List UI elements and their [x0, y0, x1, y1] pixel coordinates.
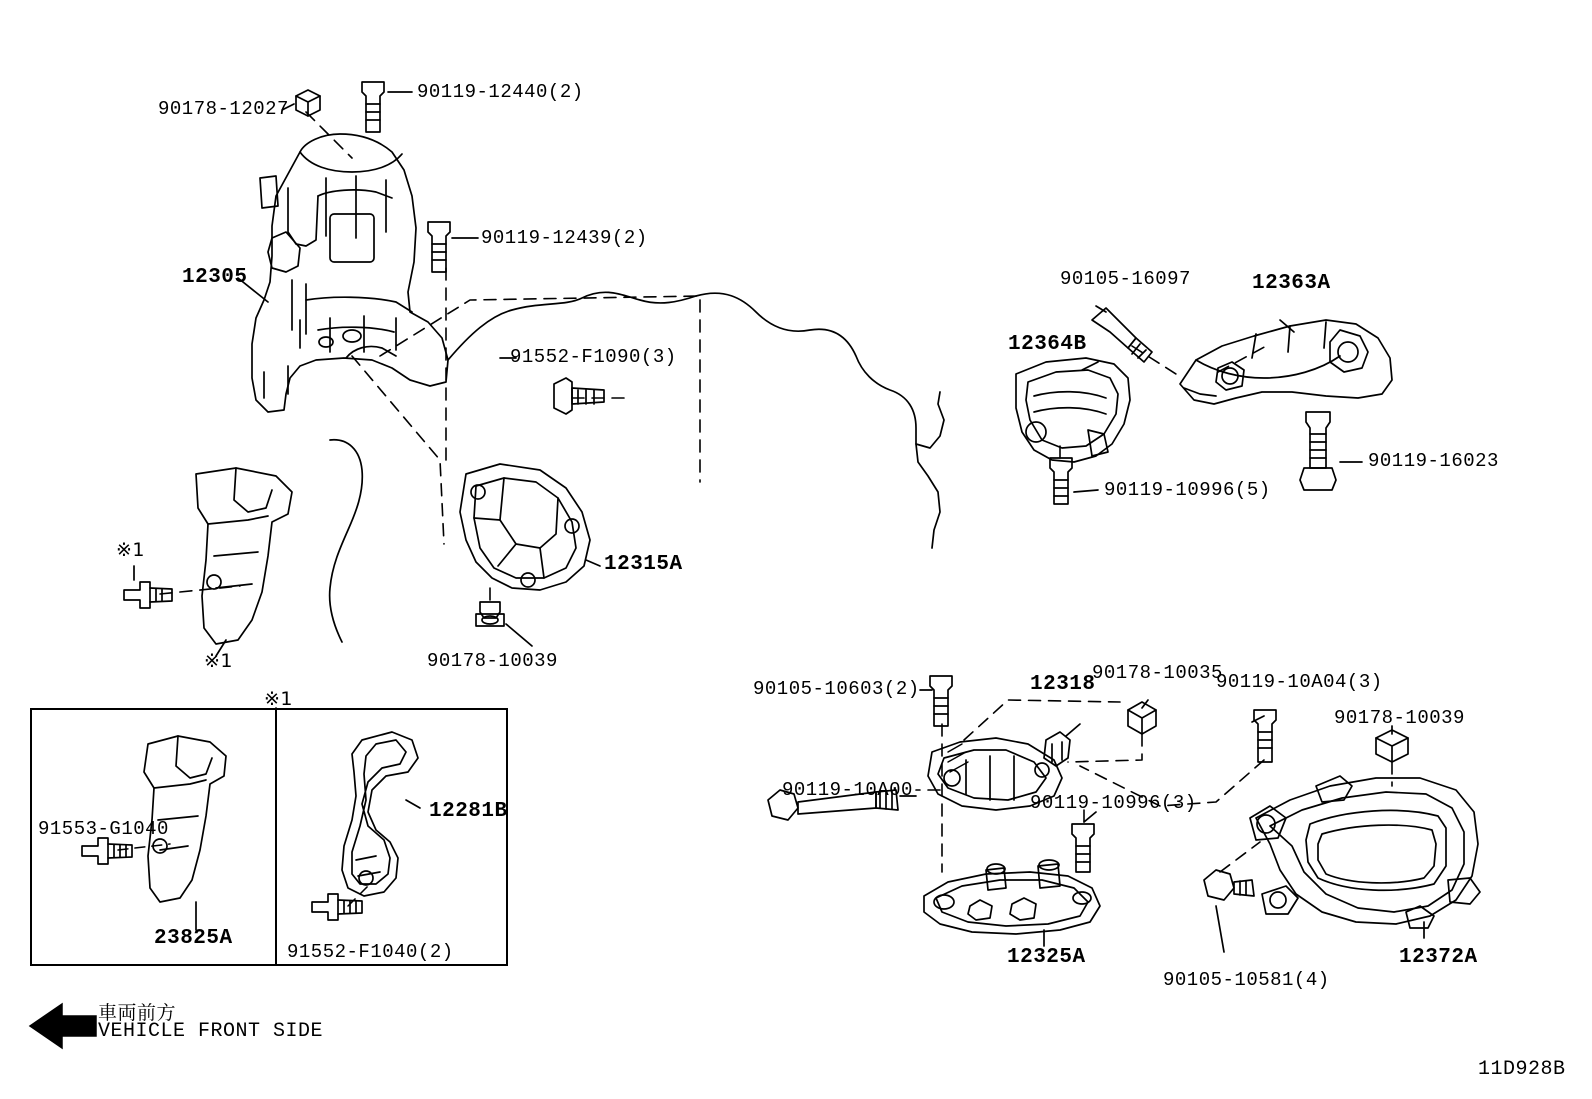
label-12372A: 12372A	[1399, 946, 1478, 969]
label-90119-10996-5: 90119-10996(5)	[1104, 479, 1271, 501]
label-90119-10A04: 90119-10A04(3)	[1216, 671, 1383, 693]
label-91552-F1090: 91552-F1090(3)	[510, 346, 677, 368]
diagram-code: 11D928B	[1478, 1058, 1566, 1081]
label-12315A: 12315A	[604, 553, 683, 576]
label-mark-1-c: ※1	[264, 688, 294, 710]
label-90178-10039-right: 90178-10039	[1334, 707, 1465, 729]
label-90105-10603: 90105-10603(2)	[753, 678, 920, 700]
label-90105-10581: 90105-10581(4)	[1163, 969, 1330, 991]
label-90119-12440: 90119-12440(2)	[417, 81, 584, 103]
label-90119-12439: 90119-12439(2)	[481, 227, 648, 249]
label-90119-10996-3: 90119-10996(3)	[1030, 792, 1197, 814]
label-90178-12027: 90178-12027	[158, 98, 289, 120]
label-mark-1-a: ※1	[116, 539, 146, 561]
label-90119-16023: 90119-16023	[1368, 450, 1499, 472]
label-12318: 12318	[1030, 673, 1096, 696]
front-side-japanese: 車両前方	[98, 1002, 177, 1024]
label-90178-10035: 90178-10035	[1092, 662, 1223, 684]
label-90119-10A00: 90119-10A00	[782, 779, 913, 801]
label-12364B: 12364B	[1008, 333, 1087, 356]
front-side-english: VEHICLE FRONT SIDE	[98, 1020, 324, 1043]
label-12325A: 12325A	[1007, 946, 1086, 969]
label-mark-1-b: ※1	[204, 650, 234, 672]
label-12281B: 12281B	[429, 800, 508, 823]
label-90178-10039-left: 90178-10039	[427, 650, 558, 672]
label-23825A: 23825A	[154, 927, 233, 950]
label-91553-G1040: 91553-G1040	[38, 818, 169, 840]
label-12363A: 12363A	[1252, 272, 1331, 295]
label-91552-F1040: 91552-F1040(2)	[287, 941, 454, 963]
label-90105-16097: 90105-16097	[1060, 268, 1191, 290]
inset-divider	[275, 708, 277, 966]
label-12305: 12305	[182, 266, 248, 289]
